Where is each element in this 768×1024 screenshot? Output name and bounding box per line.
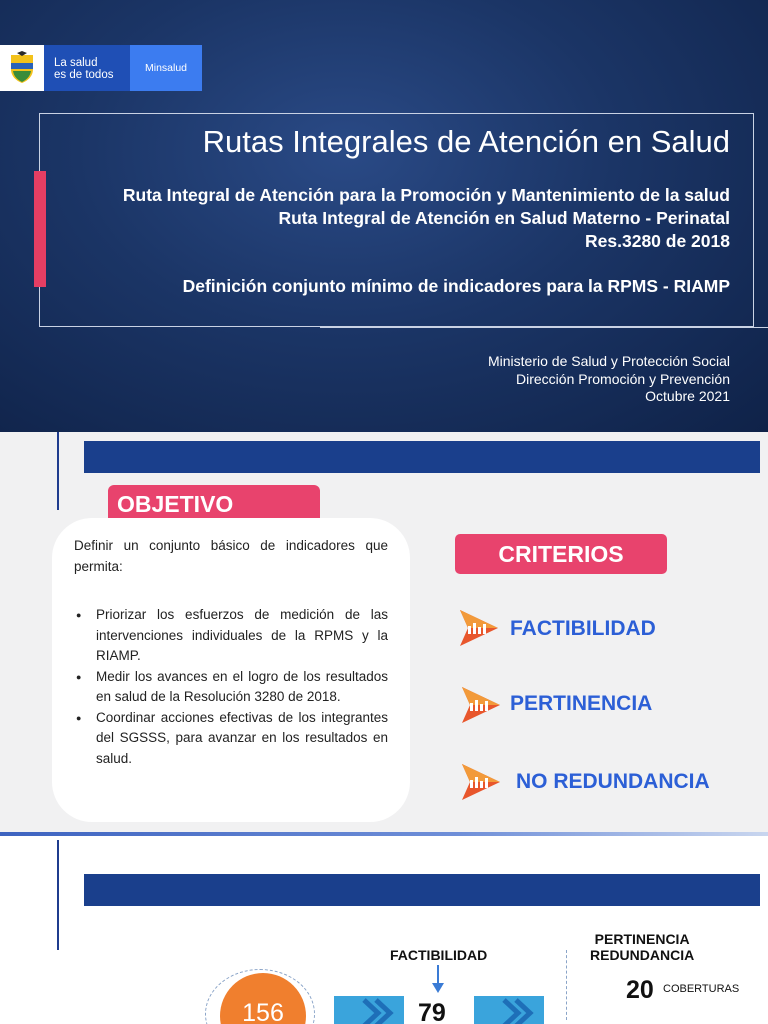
org-line-2: Dirección Promoción y Prevención — [516, 370, 730, 387]
chevron-right-icon — [334, 996, 404, 1024]
header-bar — [84, 441, 760, 473]
minsalud-logo — [0, 45, 202, 91]
objective-heading: OBJETIVO — [108, 485, 320, 531]
objective-list — [74, 605, 388, 769]
subtitle-line-1: Ruta Integral de Atención para la Promoción y Mantenimiento de la salud — [122, 185, 730, 205]
objective-item: ● Coordinar acciones efectivas de los integrantes del SGSSS, para avanzar en los resultados en salud. — [74, 708, 388, 770]
criteria-heading: CRITERIOS — [455, 534, 667, 574]
divider-line — [320, 327, 768, 328]
coberturas-label: COBERTURAS — [663, 983, 740, 995]
criterion-no-redundancia: NO REDUNDANCIA — [516, 770, 710, 793]
vertical-rule — [57, 432, 59, 510]
definition-text: Definición conjunto mínimo de indicadores para la RPMS - RIAMP — [182, 276, 730, 296]
logo-line-1: La salud — [54, 57, 98, 69]
coberturas-value: 20 — [626, 976, 654, 1004]
vertical-rule — [57, 840, 59, 950]
objective-item: ● Priorizar los esfuerzos de medición de las intervenciones individuales de la RPMS y la RIAMP. — [74, 605, 388, 667]
objective-slide — [0, 432, 768, 832]
redundancia-label: REDUNDANCIA — [590, 947, 695, 963]
title-slide — [0, 0, 768, 432]
org-line-3: Octubre 2021 — [645, 388, 730, 404]
objective-card — [52, 518, 410, 822]
org-line-1: Ministerio de Salud y Protección Social — [487, 353, 730, 369]
top-strip — [0, 832, 768, 836]
logo-tagline — [44, 45, 130, 91]
factibilidad-value: 79 — [418, 999, 446, 1024]
objective-intro: Definir un conjunto básico de indicadores que permita: — [74, 538, 388, 574]
chart-arrow-icon — [456, 681, 504, 729]
group-bracket — [566, 950, 576, 1020]
presentation-title: Rutas Integrales de Atención en Salud — [202, 124, 730, 159]
chart-arrow-icon — [454, 604, 502, 652]
coat-of-arms-icon — [0, 45, 44, 91]
logo-ministry: Minsalud — [130, 45, 202, 91]
criterion-pertinencia: PERTINENCIA — [510, 692, 653, 715]
pertinencia-redundancia-label — [590, 931, 694, 963]
indicator-flow-slide — [0, 832, 768, 1024]
header-bar — [84, 874, 760, 906]
accent-bar — [34, 171, 46, 287]
factibilidad-label: FACTIBILIDAD — [390, 947, 488, 963]
chevron-right-icon — [474, 996, 544, 1024]
objective-item: ● Medir los avances en el logro de los resultados en salud de la Resolución 3280 de 2018. — [74, 667, 388, 708]
pertinencia-label: PERTINENCIA — [594, 931, 690, 947]
criterion-factibilidad: FACTIBILIDAD — [510, 617, 656, 640]
presentation-subtitle — [123, 184, 730, 253]
subtitle-line-3: Res.3280 de 2018 — [585, 231, 730, 251]
subtitle-line-2: Ruta Integral de Atención en Salud Materno - Perinatal — [278, 208, 730, 228]
arrow-down-icon — [431, 965, 445, 995]
logo-line-2: es de todos — [54, 69, 114, 81]
organization-info — [488, 353, 730, 406]
total-indicators: 156 — [220, 973, 306, 1024]
chart-arrow-icon — [456, 758, 504, 806]
